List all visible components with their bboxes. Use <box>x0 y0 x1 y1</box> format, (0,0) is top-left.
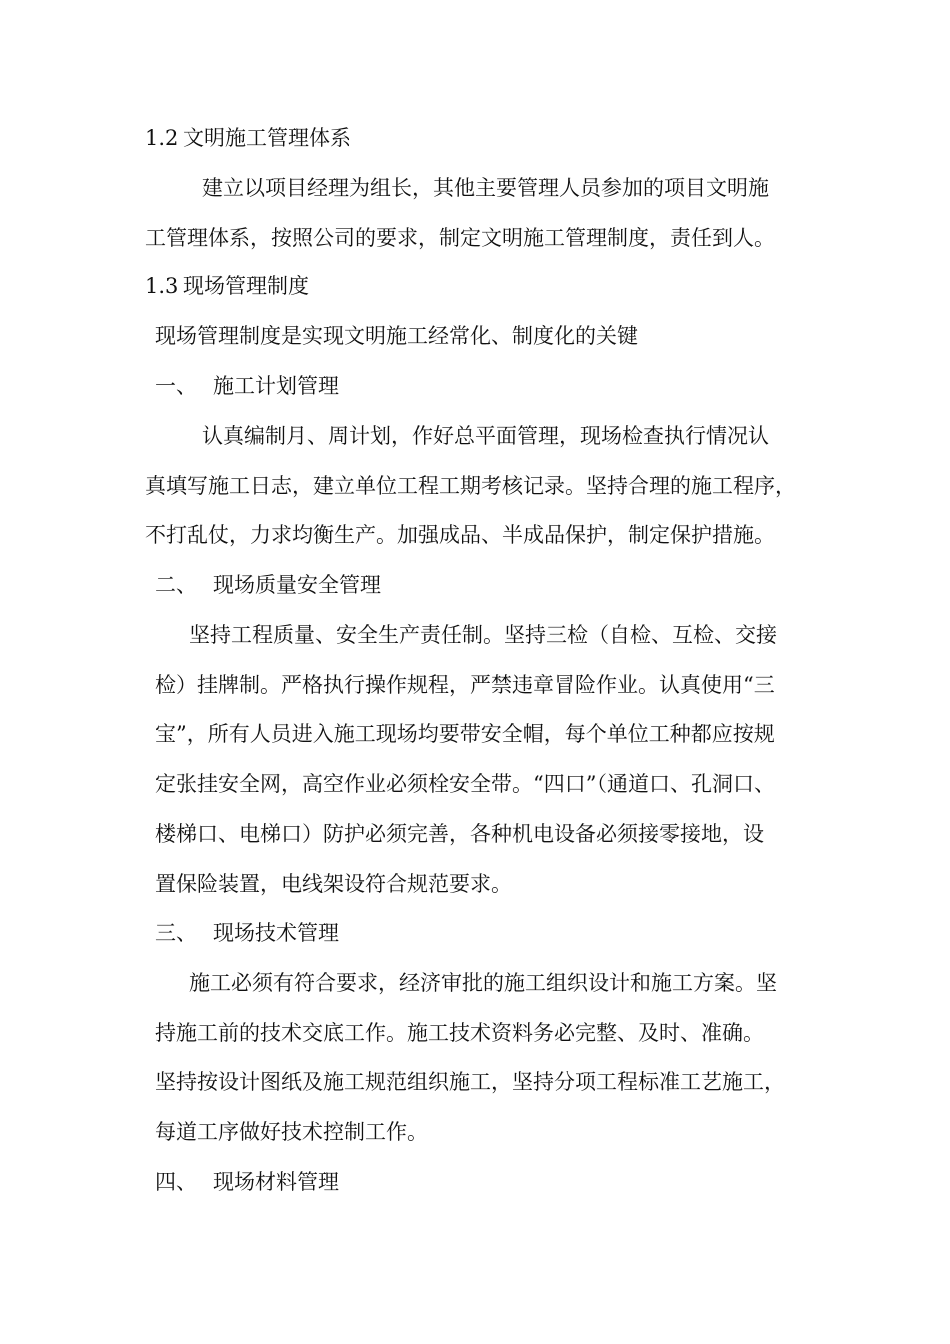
paragraph-line: 置保险装置，电线架设符合规范要求。 <box>155 872 512 896</box>
list-title: 施工计划管理 <box>213 374 339 398</box>
paragraph-line: 坚持工程质量、安全生产责任制。坚持三检（自检、互检、交接 <box>189 623 777 647</box>
paragraph-line: 施工必须有符合要求，经济审批的施工组织设计和施工方案。坚 <box>189 971 777 995</box>
list-number: 二、 <box>155 573 197 597</box>
section-number: 1.3 <box>145 274 179 298</box>
paragraph-line: 每道工序做好技术控制工作。 <box>155 1120 428 1144</box>
section-title: 文明施工管理体系 <box>183 126 351 150</box>
paragraph-line: 定张挂安全网，高空作业必须栓安全带。“四口”（通道口、孔洞口、 <box>155 772 775 796</box>
section-number: 1.2 <box>145 126 179 150</box>
section-title: 现场管理制度 <box>183 274 309 298</box>
paragraph-line: 真填写施工日志，建立单位工程工期考核记录。坚持合理的施工程序， <box>145 474 796 498</box>
paragraph-line: 持施工前的技术交底工作。施工技术资料务必完整、及时、准确。 <box>155 1021 764 1045</box>
paragraph-line: 现场管理制度是实现文明施工经常化、制度化的关键 <box>155 324 638 348</box>
paragraph-line: 检）挂牌制。严格执行操作规程，严禁违章冒险作业。认真使用“三 <box>155 673 775 697</box>
list-heading-1 <box>155 372 339 400</box>
paragraph-line: 建立以项目经理为组长，其他主要管理人员参加的项目文明施 <box>202 176 769 200</box>
list-title: 现场质量安全管理 <box>213 573 381 597</box>
paragraph-line: 认真编制月、周计划，作好总平面管理，现场检查执行情况认 <box>202 424 769 448</box>
paragraph-line: 不打乱仗，力求均衡生产。加强成品、半成品保护，制定保护措施。 <box>145 523 775 547</box>
list-number: 一、 <box>155 374 197 398</box>
paragraph-line: 宝”，所有人员进入施工现场均要带安全帽，每个单位工种都应按规 <box>155 722 775 746</box>
paragraph-line: 坚持按设计图纸及施工规范组织施工，坚持分项工程标准工艺施工， <box>155 1070 785 1094</box>
list-heading-3 <box>155 919 339 947</box>
list-title: 现场技术管理 <box>213 921 339 945</box>
section-heading-1-3 <box>145 272 309 300</box>
section-heading-1-2 <box>145 124 351 152</box>
paragraph-line: 工管理体系，按照公司的要求，制定文明施工管理制度，责任到人。 <box>145 226 775 250</box>
list-heading-2 <box>155 571 381 599</box>
list-title: 现场材料管理 <box>213 1170 339 1194</box>
list-number: 三、 <box>155 921 197 945</box>
list-number: 四、 <box>155 1170 197 1194</box>
paragraph-line: 楼梯口、电梯口）防护必须完善，各种机电设备必须接零接地，设 <box>155 822 764 846</box>
list-heading-4 <box>155 1168 339 1196</box>
